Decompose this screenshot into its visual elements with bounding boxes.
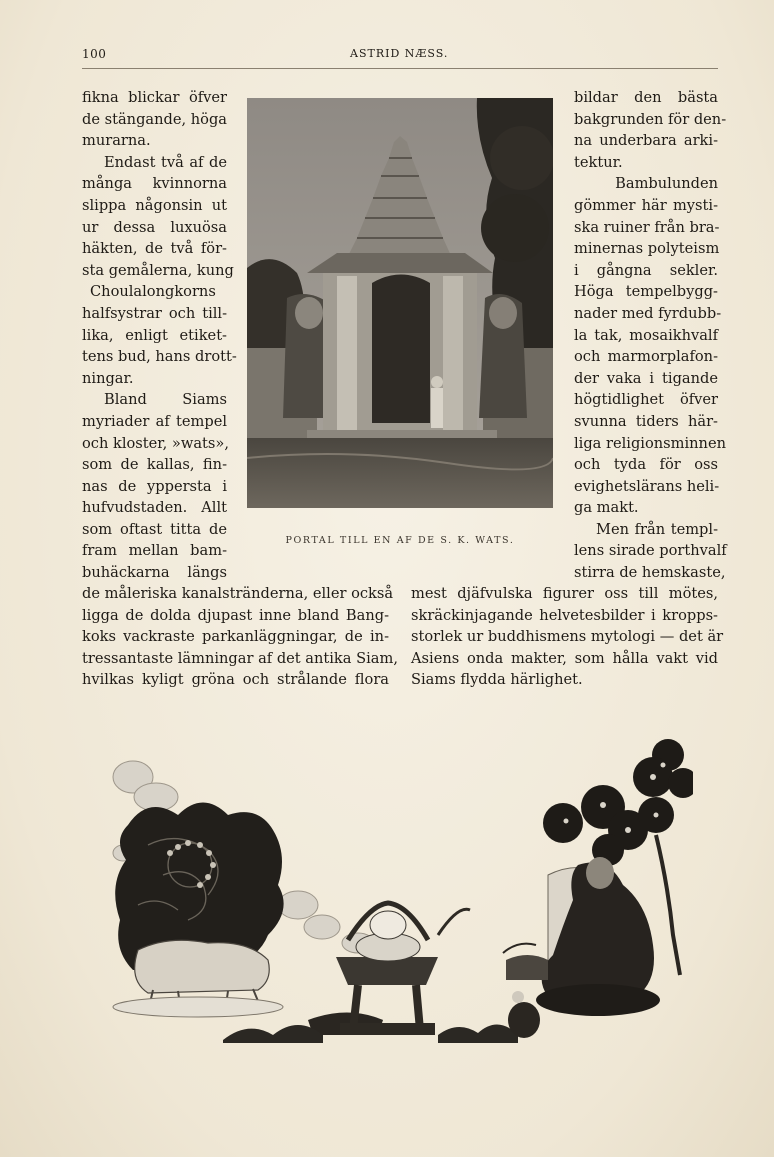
- right-column: [574, 87, 727, 584]
- page-number: 100: [82, 47, 107, 61]
- text-line: som oftast titta de: [82, 520, 227, 538]
- text-line: Höga tempelbygg-: [574, 283, 718, 301]
- text-line: ningar.: [82, 369, 134, 387]
- text-line: hufvudstaden. Allt: [82, 499, 227, 517]
- text-line: myriader af tempel: [82, 412, 227, 430]
- text-line: som de kallas, fin-: [82, 456, 227, 474]
- text-line: ska ruiner från bra-: [574, 218, 720, 236]
- text-line: sta gemålerna, kung: [82, 261, 234, 279]
- text-line: Endast två af de: [104, 153, 227, 171]
- text-line: der vaka i tigande: [574, 369, 718, 387]
- text-line: tressantaste lämningar af det antika Siam,: [82, 649, 398, 667]
- text-line: och kloster, »wats»,: [82, 434, 229, 452]
- text-line: häkten, de två för-: [82, 240, 227, 258]
- text-line: Bland Siams: [104, 391, 227, 409]
- text-line: lens sirade porthvalf: [574, 542, 727, 560]
- text-line: i gångna sekler.: [574, 261, 718, 279]
- temple-portal-image: [247, 98, 553, 508]
- text-line: de stängande, höga: [82, 110, 227, 128]
- running-header: [82, 47, 718, 67]
- text-line: gömmer här mysti-: [574, 196, 718, 214]
- text-line: och tyda för oss: [574, 456, 718, 474]
- text-line: bakgrunden för den-: [574, 110, 727, 128]
- text-line: högtidlighet öfver: [574, 391, 718, 409]
- photo-caption: PORTAL TILL EN AF DE S. K. WATS.: [285, 535, 515, 546]
- text-line: svunna tiders här-: [574, 412, 718, 430]
- text-line: minernas polyteism: [574, 240, 720, 258]
- header-rule: [82, 68, 718, 69]
- text-line: storlek ur buddhismens mytologi — det är: [411, 628, 724, 646]
- text-line: lika, enligt etiket-: [82, 326, 227, 344]
- text-line: skräckinjagande helvetesbilder i kropps-: [411, 606, 718, 624]
- demon-and-buddha-illustration: [108, 735, 693, 1050]
- text-line: Asiens onda makter, som hålla vakt vid: [411, 649, 718, 667]
- text-line: ga makt.: [574, 499, 639, 517]
- text-line: la tak, mosaikhvalf: [574, 326, 718, 344]
- temple-portal-photo: [247, 98, 553, 508]
- text-line: evighetslärans heli-: [574, 477, 720, 495]
- text-line: de måleriska kanalstränderna, eller också: [82, 585, 394, 602]
- text-line: murarna.: [82, 132, 151, 150]
- text-line: ligga de dolda djupast inne bland Bang-: [82, 606, 389, 624]
- mythology-illustration: [108, 735, 693, 1050]
- text-line: bildar den bästa: [574, 89, 718, 106]
- text-line: na underbara arki-: [574, 132, 718, 150]
- text-line: buhäckarna längs: [82, 564, 227, 582]
- text-line: tektur.: [574, 153, 623, 171]
- text-line: ur dessa luxuösa: [82, 218, 227, 236]
- text-line: liga religionsminnen: [574, 434, 726, 452]
- text-line: nader med fyrdubb-: [574, 304, 722, 322]
- text-line: stirra de hemskaste,: [574, 564, 726, 582]
- text-line: Men från templ-: [596, 520, 718, 538]
- text-line: fram mellan bam-: [82, 542, 227, 560]
- text-line: Siams flydda härlighet.: [411, 671, 583, 689]
- text-line: koks vackraste parkanläggningar, de in-: [82, 628, 389, 646]
- text-line: Choulalongkorns: [90, 283, 216, 301]
- left-column: [82, 87, 237, 584]
- text-line: mest djäfvulska figurer oss till mötes,: [411, 585, 718, 602]
- text-line: halfsystrar och till-: [82, 304, 227, 322]
- text-line: Bambulunden: [615, 175, 718, 193]
- text-line: fikna blickar öfver: [82, 89, 227, 106]
- text-line: hvilkas kyligt gröna och strålande flora: [82, 671, 389, 689]
- text-line: och marmorplafon-: [574, 348, 718, 366]
- text-line: många kvinnorna: [82, 175, 227, 193]
- text-line: nas de yppersta i: [82, 477, 227, 495]
- bottom-left-paragraph: [82, 583, 398, 691]
- text-line: slippa någonsin ut: [82, 196, 227, 214]
- running-title: ASTRID NÆSS.: [350, 47, 449, 60]
- bottom-right-paragraph: [411, 583, 724, 691]
- text-line: tens bud, hans drott-: [82, 348, 237, 366]
